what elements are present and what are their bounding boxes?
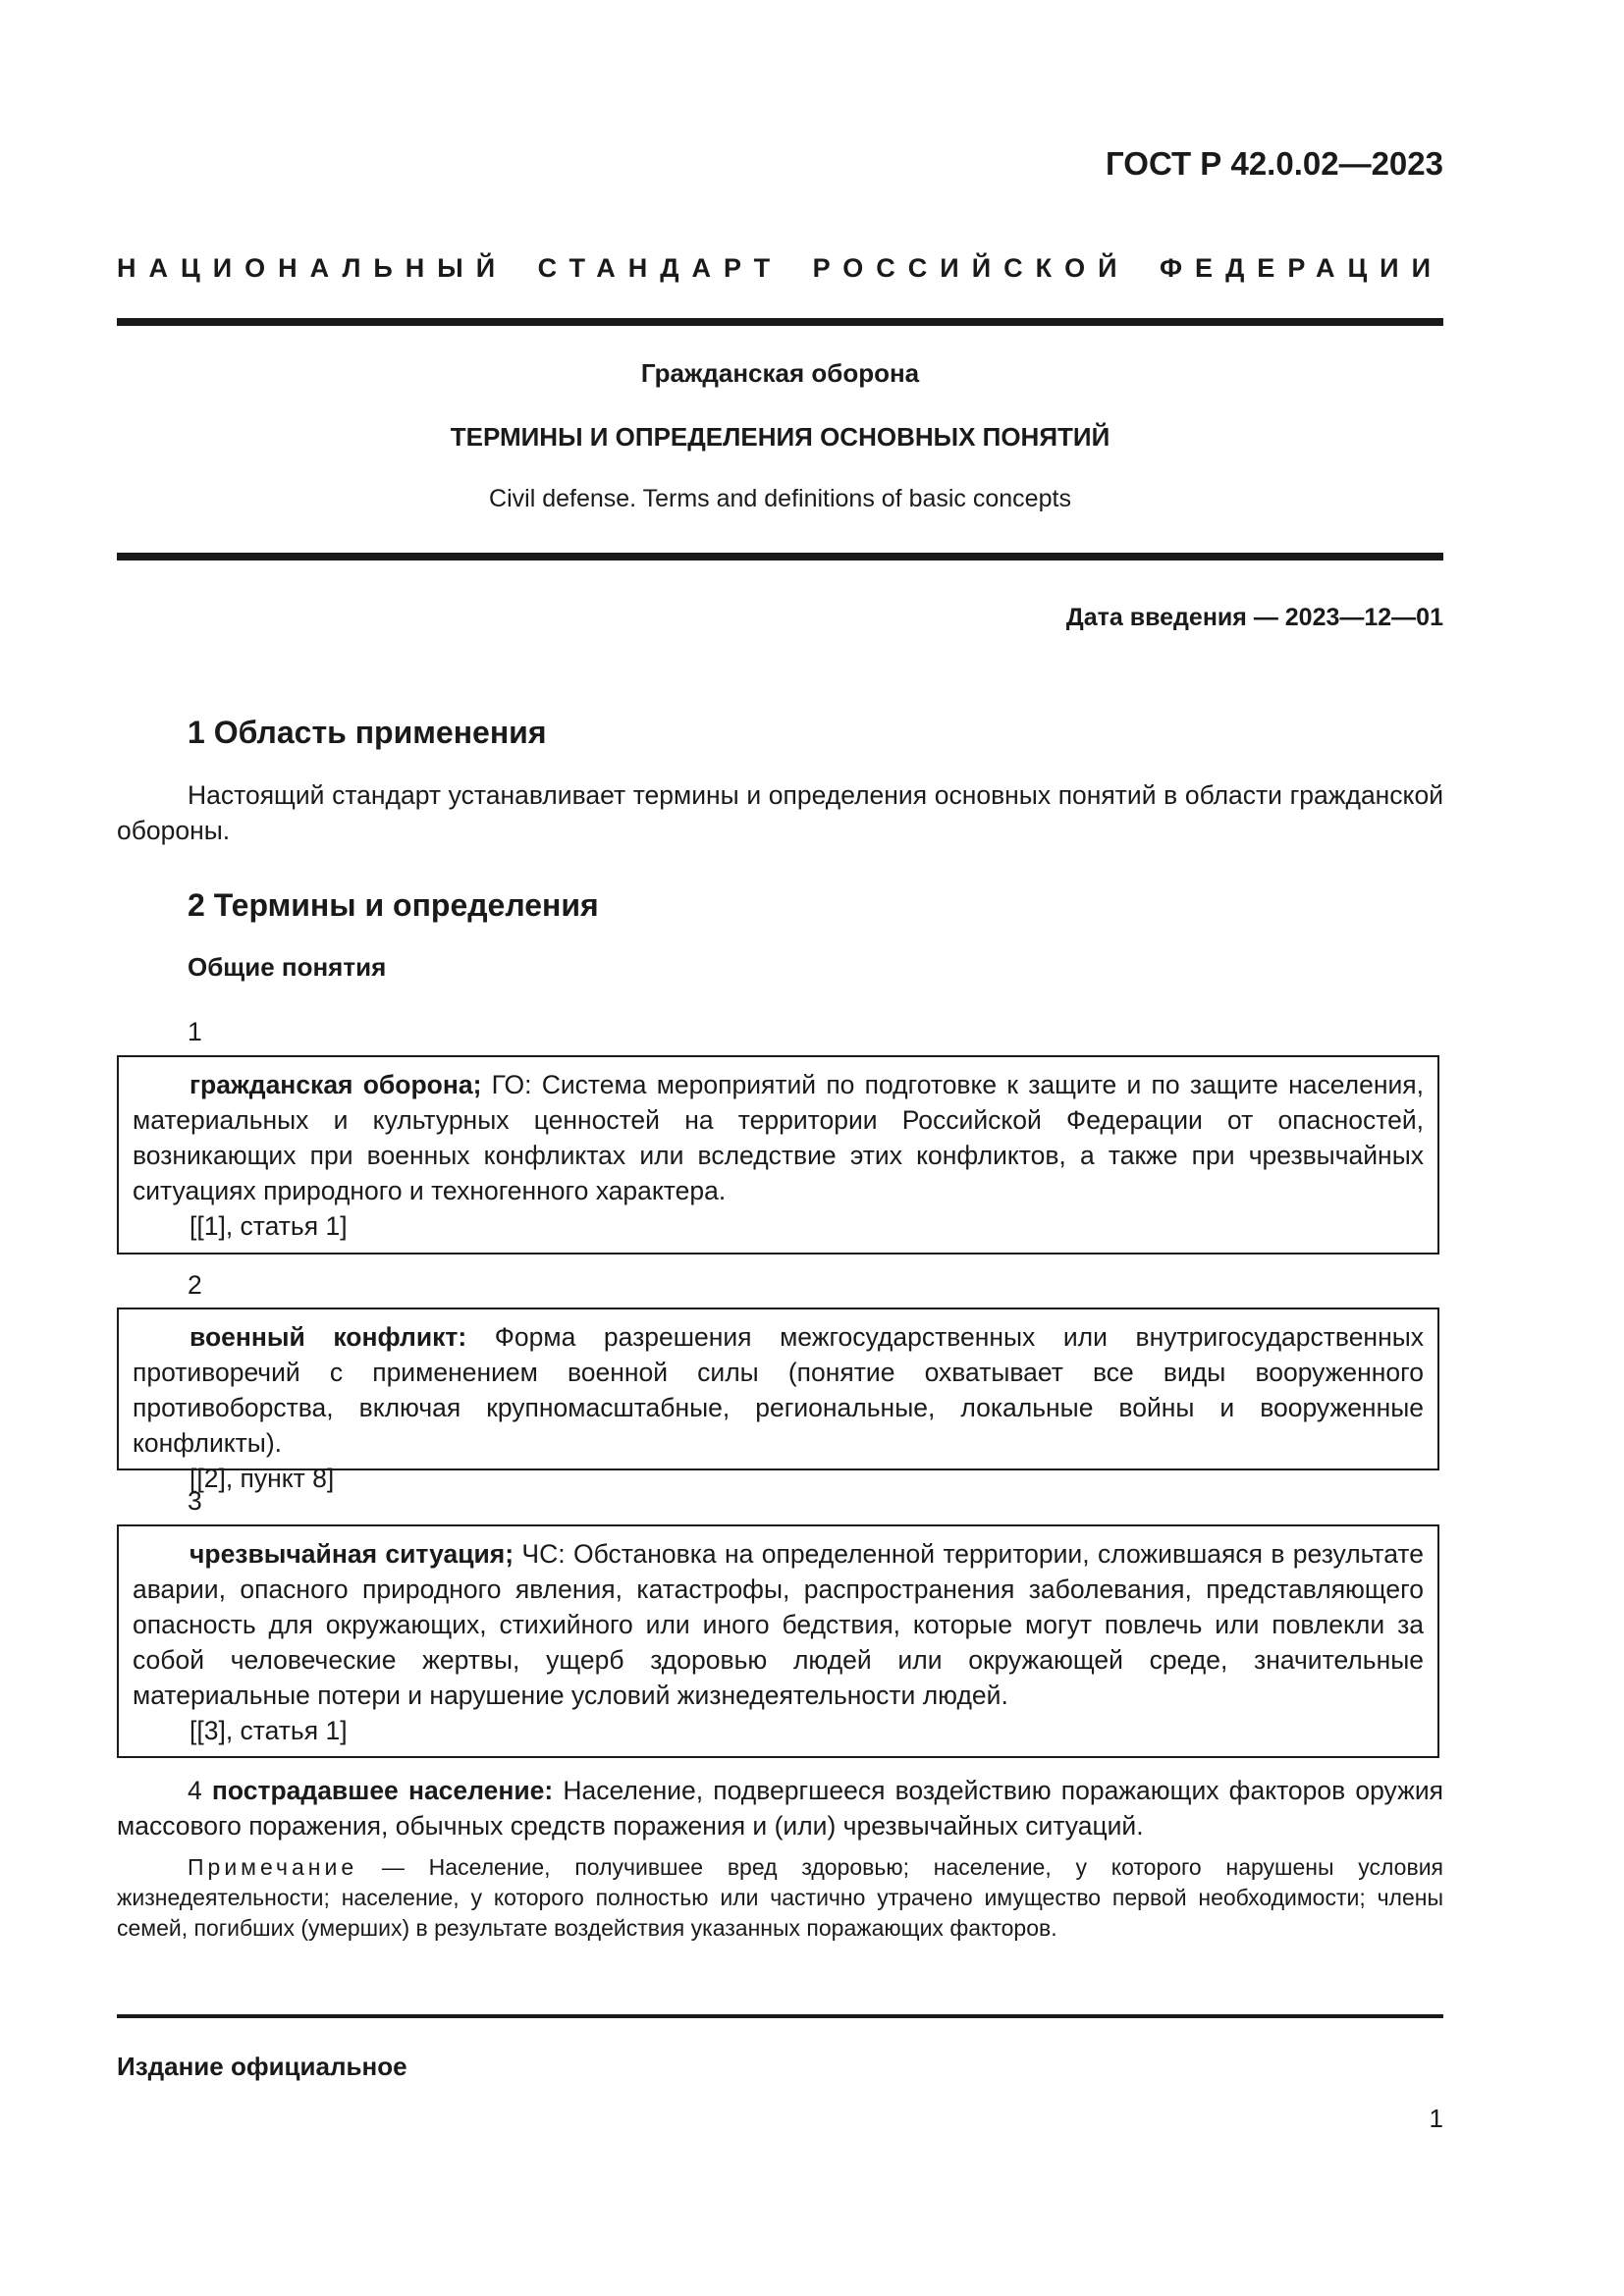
term-source: [[3], статья 1] bbox=[189, 1716, 348, 1745]
official-edition-label: Издание официальное bbox=[117, 2052, 407, 2081]
banner-word: РОССИЙСКОЙ bbox=[812, 253, 1130, 283]
term-number: 3 bbox=[188, 1486, 202, 1516]
document-title: ТЕРМИНЫ И ОПРЕДЕЛЕНИЯ ОСНОВНЫХ ПОНЯТИЙ bbox=[450, 422, 1110, 452]
term-name: военный конфликт: bbox=[189, 1322, 467, 1352]
note-text: — Население, получившее вред здоровью; население, у которого нарушены условия жизнедеятельности; население, у которого полностью или частично утрачено имущество первой необходимости; члены семей, погибших (умерших) в результате воздействия указанных поражающих факторов. bbox=[117, 1854, 1443, 1941]
divider-footer bbox=[117, 2014, 1443, 2018]
section-1-heading: 1 Область применения bbox=[188, 715, 547, 750]
banner-word: ФЕДЕРАЦИИ bbox=[1160, 253, 1443, 283]
document-title-english: Civil defense. Terms and definitions of basic concepts bbox=[489, 485, 1071, 512]
term-number: 4 bbox=[188, 1776, 212, 1805]
document-number: ГОСТ Р 42.0.02—2023 bbox=[1106, 145, 1443, 182]
section-2-heading: 2 Термины и определения bbox=[188, 887, 599, 923]
term-source: [[2], пункт 8] bbox=[189, 1464, 335, 1493]
term-number: 1 bbox=[188, 1017, 202, 1046]
term-text: Форма разрешения межгосударственных или внутригосударственных противоречий с применением военной силы (понятие охватывает все виды вооруженного противоборства, включая крупномасштабные, региональные, локальные войны и вооруженные конфликты). bbox=[133, 1322, 1424, 1458]
document-subject: Гражданская оборона bbox=[640, 358, 920, 388]
term-text: ГО: Система мероприятий по подготовке к защите и по защите населения, материальных и культурных ценностей на территории Российской Федерации от опасностей, возникающих при военных конфликтах или вследствие этих конфликтов, а также при чрезвычайных ситуациях природного и техногенного характера. bbox=[133, 1070, 1424, 1205]
term-source: [[1], статья 1] bbox=[189, 1211, 348, 1241]
national-standard-banner bbox=[117, 253, 1443, 284]
note bbox=[117, 1852, 1443, 1944]
term-name: чрезвычайная ситуация; bbox=[189, 1539, 514, 1569]
term-text: Население, подвергшееся воздействию поражающих факторов оружия массового поражения, обычных средств поражения и (или) чрезвычайных ситуаций. bbox=[117, 1776, 1443, 1841]
section-1-text: Настоящий стандарт устанавливает термины и определения основных понятий в области гражданской обороны. bbox=[117, 780, 1443, 845]
term-text: ЧС: Обстановка на определенной территории, сложившаяся в результате аварии, опасного природного явления, катастрофы, распространения заболевания, представляющего опасность для окружающих, стихийного или иного бедствия, которые могут повлечь или повлекли за собой человеческие жертвы, ущерб здоровью людей или окружающей среде, значительные материальные потери и нарушение условий жизнедеятельности людей. bbox=[133, 1539, 1424, 1710]
term-number: 2 bbox=[188, 1270, 202, 1300]
term-box bbox=[117, 1524, 1439, 1758]
term-definition bbox=[133, 1067, 1424, 1208]
term-definition bbox=[133, 1536, 1424, 1713]
section-2-subheading: Общие понятия bbox=[188, 952, 387, 982]
term-definition bbox=[133, 1319, 1424, 1461]
divider-top bbox=[117, 318, 1443, 326]
note-label: Примечание bbox=[188, 1854, 358, 1880]
term-name: пострадавшее население: bbox=[211, 1776, 554, 1805]
term-name: гражданская оборона; bbox=[189, 1070, 482, 1099]
term-box bbox=[117, 1308, 1439, 1493]
page-number: 1 bbox=[1429, 2104, 1443, 2133]
term-box bbox=[117, 1055, 1439, 1255]
introduction-date: Дата введения — 2023—12—01 bbox=[1065, 604, 1443, 631]
divider-title bbox=[117, 553, 1443, 561]
banner-word: СТАНДАРТ bbox=[537, 253, 784, 283]
banner-word: НАЦИОНАЛЬНЫЙ bbox=[117, 253, 509, 283]
term-4 bbox=[117, 1773, 1443, 1843]
